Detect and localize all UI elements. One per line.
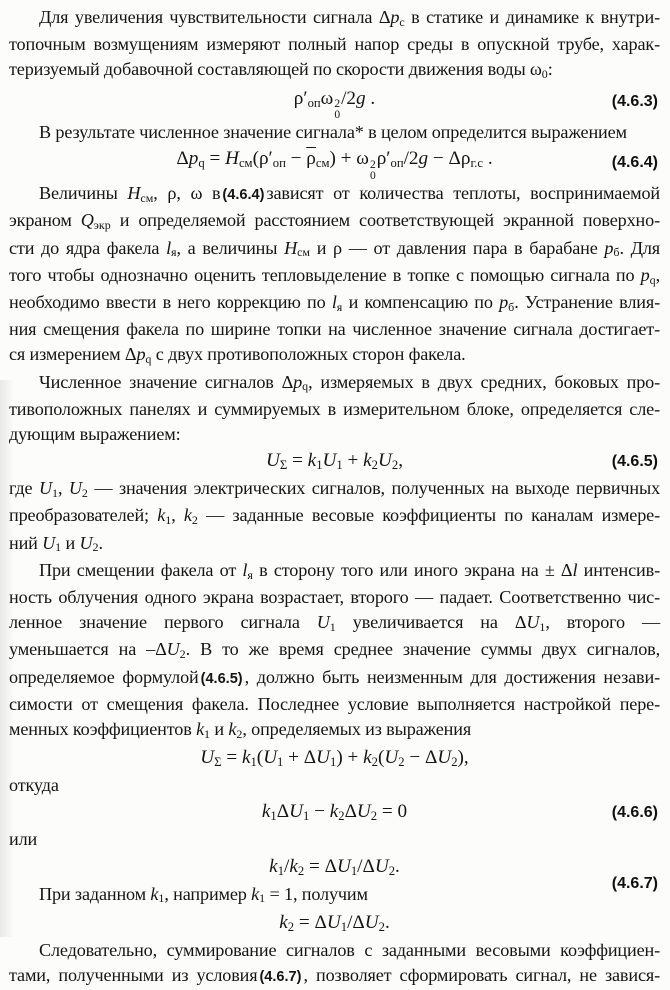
text-line: откуда (9, 775, 59, 796)
text-line: топочным возмущениям измеряют полный напор среды в опускной трубе, харак- (9, 34, 660, 55)
text-line: ленное значение первого сигнала U1 увеличивается на ΔU1, второго — (9, 612, 660, 635)
text-line: сти до ядра факела lя, а величины Hсм и ρ — от давления пара в барабане pб. Для (9, 237, 661, 260)
equation: k1/k2 = ΔU1/ΔU2. (269, 855, 400, 878)
equation-row (9, 853, 660, 892)
text-line: или (9, 829, 38, 850)
text-line: При заданном k1, например k1 = 1, получим (39, 883, 368, 906)
text-line: Для увеличения чувствительности сигнала Δpс в статике и динамике к внутри- (39, 7, 660, 29)
equation-row (9, 798, 660, 827)
text-line: тами, полученными из условия (4.6.7) , позволяет сформировать сигнал, не завися- (9, 964, 661, 985)
text-line: экраном Qэкр и определяемой расстоянием соответствующей экранной поверхно- (9, 210, 660, 233)
equation-number: (4.6.6) (611, 803, 658, 821)
text-line: При смещении факела от lя в сторону того или иного экрана на ± Δl интенсив- (39, 559, 660, 582)
text-line: ся измерением Δpq с двух противоположных сторон факела. (9, 344, 466, 367)
text-line: ний U1 и U2. (9, 532, 103, 555)
equation-row (9, 145, 660, 181)
equation: $\Delta pq = Hсм(\rho'оп - \overline{\rho}см) + \omega$ 2 0 ρ′оп/2g − Δρг.с . (176, 148, 493, 182)
text-line: дующим выражением: (9, 423, 181, 444)
equation-number: (4.6.5) (611, 452, 658, 470)
equation-number: (4.6.7) (611, 874, 658, 892)
sup-sub-stack: 2 0 (369, 158, 376, 182)
text-line: ния смещения факела по ширине топки на численное значение сигнала достигает- (9, 319, 660, 340)
equation: k1ΔU1 − k2ΔU2 = 0 (261, 801, 408, 824)
text-line: тивоположных панелях и суммируемых в измерительном блоке, определяется сле- (9, 398, 660, 419)
equation-row (9, 447, 660, 476)
equation: UΣ = k1(U1 + ΔU1) + k2(U2 − ΔU2), (200, 747, 469, 770)
equation: ρ′опω 2 0 /2g . (293, 87, 376, 121)
sup-sub-stack: 2 0 (334, 98, 341, 121)
text-line: ность облучения одного экрана возрастает, второго — падает. Соответственно чис- (9, 586, 660, 607)
text-line: симости от смещения факела. Последнее условие выполняется настройкой пере- (9, 693, 660, 714)
equation-number: (4.6.3) (611, 93, 658, 111)
equation: UΣ = k1U1 + k2U2, (266, 450, 403, 473)
text-line: теризуемый добавочной составляющей по скорости движения воды ω0: (9, 59, 553, 82)
text-line: того чтобы однозначно оценить тепловыделение в топке с помощью сигнала по pq, (9, 264, 660, 287)
text-line: где U1, U2 — значения электрических сигналов, полученных на выходе первичных (9, 478, 661, 500)
text-line: определяемое формулой (4.6.5) , должно быть неизменным для достижения незави- (9, 666, 660, 687)
text-line: В результате численное значение сигнала* в целом определится выражением (39, 122, 627, 143)
text-line: Следовательно, суммирование сигналов с заданными весовыми коэффициен- (39, 939, 660, 960)
equation-row (9, 909, 660, 938)
text-line: Численное значение сигналов Δpq, измеряемых в двух средних, боковых про- (39, 371, 661, 394)
text-line: преобразователей; k1, k2 — заданные весовые коэффициенты по каналам измере- (9, 505, 661, 528)
text-line: уменьшается на –ΔU2. В то же время среднее значение суммы двух сигналов, (9, 639, 660, 662)
equation-row (9, 85, 660, 121)
equation-row (9, 744, 660, 773)
text-line: необходимо ввести в него коррекцию по lя и компенсацию по pб. Устранение влия- (9, 291, 660, 314)
text-line: менных коэффициентов k1 и k2, определяемых из выражения (9, 718, 472, 741)
text-line: Величины Hсм, ρ, ω в (4.6.4) зависят от количества теплоты, воспринимаемой (39, 183, 661, 205)
equation-number: (4.6.4) (611, 154, 658, 172)
equation: k2 = ΔU1/ΔU2. (279, 911, 390, 934)
